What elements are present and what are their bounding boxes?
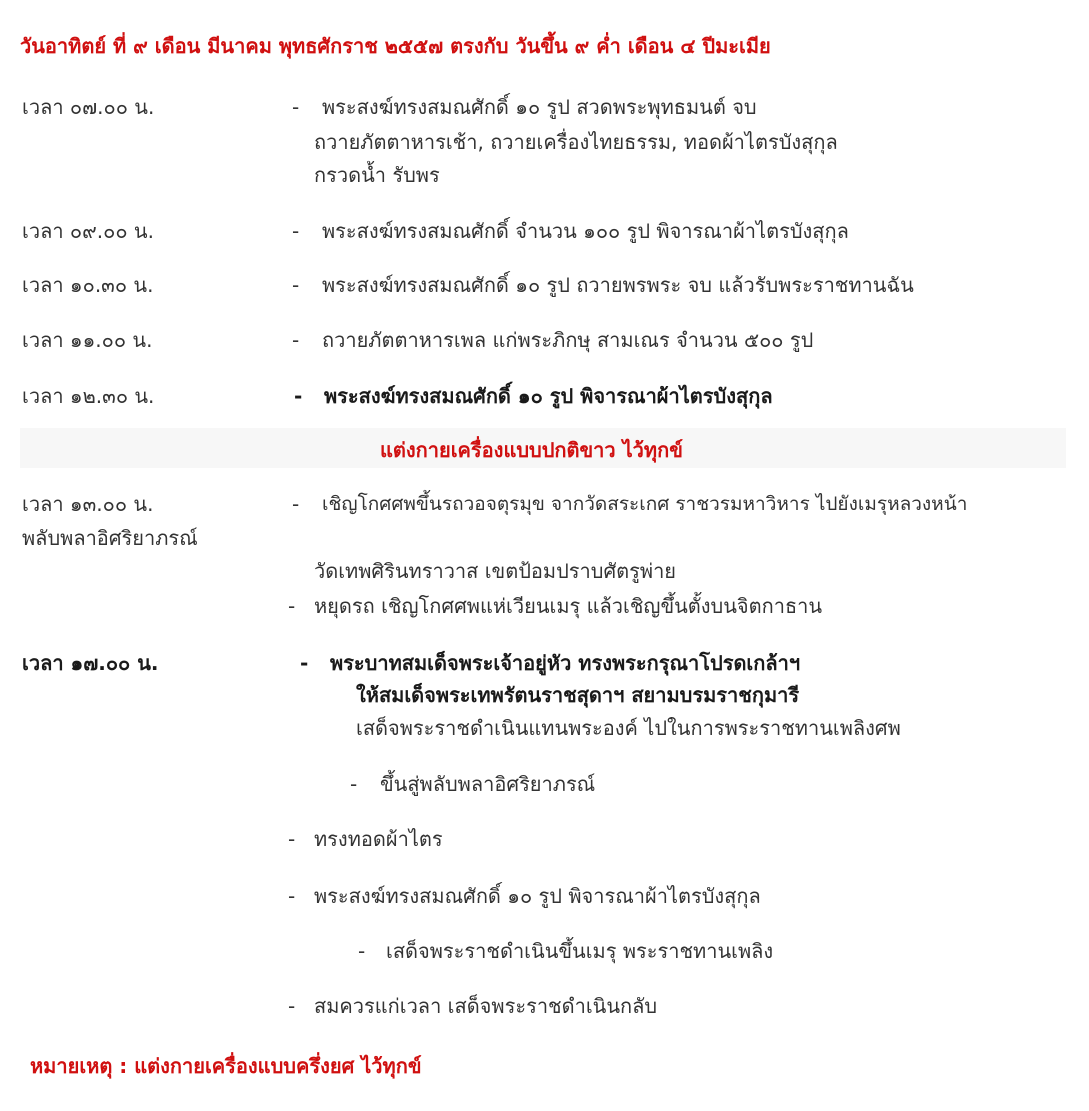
step-dash: - [288,884,296,908]
entry-continuation: เสด็จพระราชดำเนินแทนพระองค์ ไปในการพระราชทานเพลิงศพ [356,716,901,740]
step-dash: - [288,994,296,1018]
entry-dash: - [292,492,300,516]
entry-dash: - [292,219,300,243]
step-dash: - [350,772,358,796]
entry-text: พระสงฆ์ทรงสมณศักดิ์ ๑๐ รูป ถวายพรพระ จบ แล้วรับพระราชทานฉัน [322,273,914,297]
footnote: หมายเหตุ : แต่งกายเครื่องแบบครึ่งยศ ไว้ทุกข์ [30,1054,422,1078]
entry-time: เวลา ๑๐.๓๐ น. [22,273,154,297]
entry-text: ถวายภัตตาหารเพล แก่พระภิกษุ สามเณร จำนวน ๕๐๐ รูป [322,328,814,352]
entry-wrapped-line: พลับพลาอิศริยาภรณ์ [22,526,198,550]
step-dash: - [358,939,366,963]
entry-dash: - [294,384,303,408]
entry-dash: - [288,594,296,618]
step-text: ทรงทอดผ้าไตร [314,827,443,851]
entry-time: เวลา ๐๙.๐๐ น. [22,219,154,243]
step-dash: - [288,827,296,851]
entry-time: เวลา ๑๒.๓๐ น. [22,384,155,408]
entry-text: พระสงฆ์ทรงสมณศักดิ์ ๑๐ รูป สวดพระพุทธมนต์ จบ [322,95,757,119]
step-text: สมควรแก่เวลา เสด็จพระราชดำเนินกลับ [314,994,658,1018]
entry-continuation: กรวดน้ำ รับพร [314,163,440,187]
entry-dash: - [292,95,300,119]
schedule-date-header: วันอาทิตย์ ที่ ๙ เดือน มีนาคม พุทธศักราช ๒๕๕๗ ตรงกับ วันขึ้น ๙ ค่ำ เดือน ๔ ปีมะเมีย [20,34,771,58]
entry-time: เวลา ๑๗.๐๐ น. [22,651,159,675]
entry-dash: - [292,328,300,352]
entry-continuation: วัดเทพศิรินทราวาส เขตป้อมปราบศัตรูพ่าย [314,559,677,583]
step-text: เสด็จพระราชดำเนินขึ้นเมรุ พระราชทานเพลิง [386,939,774,963]
entry-continuation: ถวายภัตตาหารเช้า, ถวายเครื่องไทยธรรม, ทอดผ้าไตรบังสุกุล [314,130,838,154]
step-text: ขึ้นสู่พลับพลาอิศริยาภรณ์ [380,772,596,796]
entry-sub-item: หยุดรถ เชิญโกศศพแห่เวียนเมรุ แล้วเชิญขึ้นตั้งบนจิตกาธาน [314,594,823,618]
entry-time: เวลา ๑๓.๐๐ น. [22,492,154,516]
entry-time: เวลา ๑๑.๐๐ น. [22,328,153,352]
entry-text: พระบาทสมเด็จพระเจ้าอยู่หัว ทรงพระกรุณาโปรดเกล้าฯ [330,651,801,675]
entry-dash: - [300,651,309,675]
entry-text: เชิญโกศศพขึ้นรถวอจตุรมุข จากวัดสระเกศ ราชวรมหาวิหาร ไปยังเมรุหลวงหน้า [322,493,968,515]
entry-text: พระสงฆ์ทรงสมณศักดิ์ จำนวน ๑๐๐ รูป พิจารณาผ้าไตรบังสุกุล [322,219,849,243]
entry-dash: - [292,273,300,297]
dress-note: แต่งกายเครื่องแบบปกติขาว ไว้ทุกข์ [380,438,683,462]
entry-continuation: ให้สมเด็จพระเทพรัตนราชสุดาฯ สยามบรมราชกุมารี [356,683,800,707]
entry-time: เวลา ๐๗.๐๐ น. [22,95,155,119]
step-text: พระสงฆ์ทรงสมณศักดิ์ ๑๐ รูป พิจารณาผ้าไตรบังสุกุล [314,884,761,908]
entry-text: พระสงฆ์ทรงสมณศักดิ์ ๑๐ รูป พิจารณาผ้าไตรบังสุกุล [324,384,773,408]
